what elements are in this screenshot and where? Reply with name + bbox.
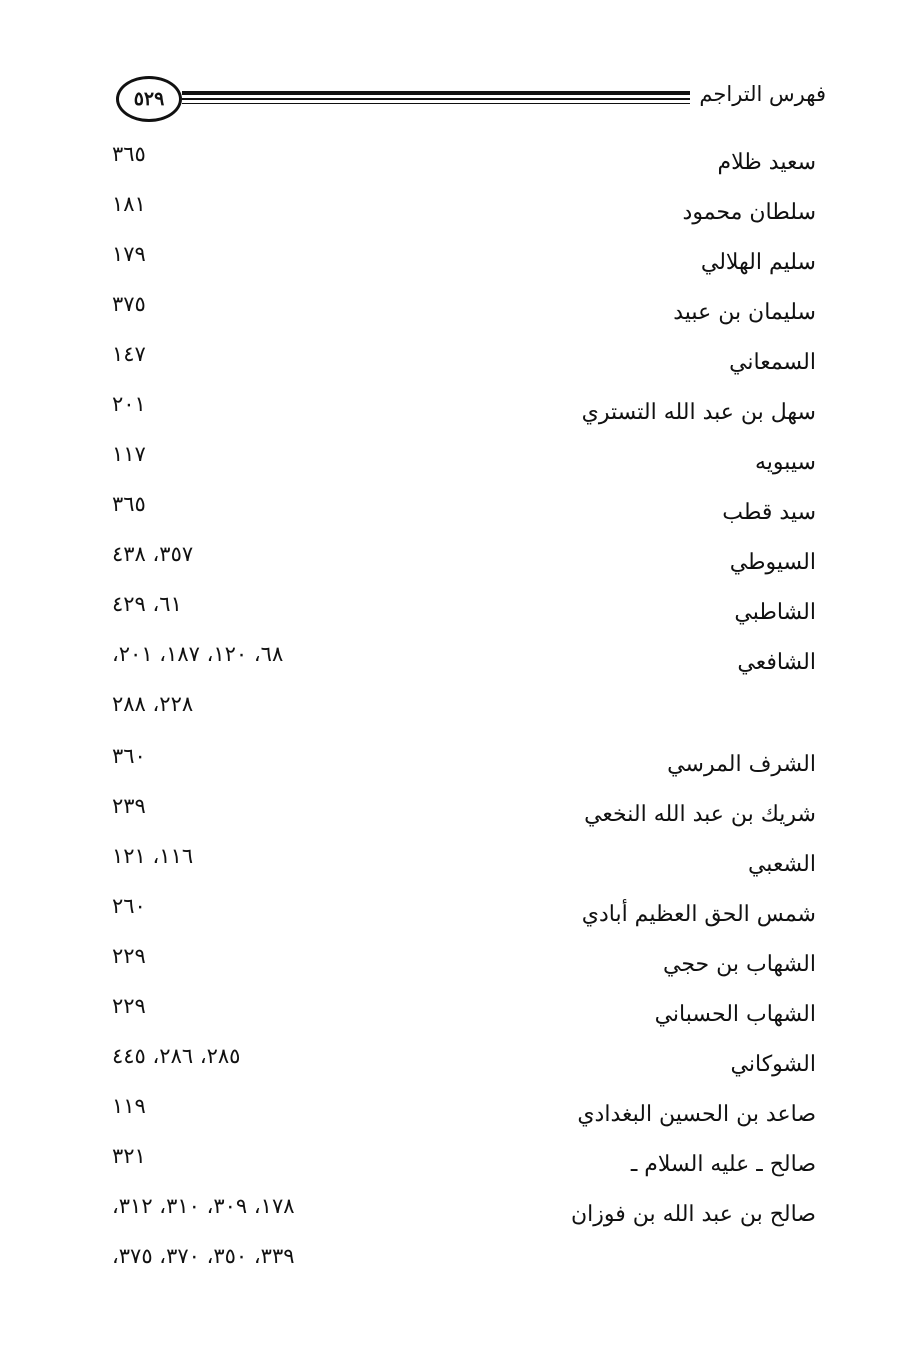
entry-name: سليم الهلالي xyxy=(700,250,816,275)
entry-name: سعيد ظلام xyxy=(717,150,816,175)
entry-name: الشهاب الحسباني xyxy=(654,1002,816,1027)
entry-pages: ٦١، ٤٢٩ xyxy=(112,592,182,616)
entry-name: سهل بن عبد الله التستري xyxy=(581,400,816,425)
index-entry xyxy=(0,894,923,942)
entry-pages: ٢٢٨، ٢٨٨ xyxy=(112,692,194,716)
entry-name: الشافعي xyxy=(737,650,816,675)
entry-pages: ٢٦٠ xyxy=(112,894,146,918)
index-entry xyxy=(0,794,923,842)
entry-name: الشهاب بن حجي xyxy=(663,952,816,977)
entry-pages: ٢٢٩ xyxy=(112,944,146,968)
entry-pages: ٢٢٩ xyxy=(112,994,146,1018)
entry-pages: ٣٢١ xyxy=(112,1144,146,1168)
entry-name: الشرف المرسي xyxy=(667,752,816,777)
entry-name: السمعاني xyxy=(729,350,816,375)
index-entry xyxy=(0,1044,923,1092)
entry-name: الشاطبي xyxy=(734,600,816,625)
entry-pages: ٢٨٥، ٢٨٦، ٤٤٥ xyxy=(112,1044,241,1068)
entry-pages: ١٧٨، ٣٠٩، ٣١٠، ٣١٢، xyxy=(112,1194,295,1218)
entry-pages: ١٤٧ xyxy=(112,342,146,366)
index-title: فهرس التراجم xyxy=(699,82,826,106)
entry-pages: ٣٦٥ xyxy=(112,142,146,166)
index-entry xyxy=(0,392,923,440)
entry-name: سليمان بن عبيد xyxy=(673,300,816,325)
entry-pages: ١١٦، ١٢١ xyxy=(112,844,194,868)
index-entry xyxy=(0,1094,923,1142)
index-entry xyxy=(0,492,923,540)
index-entry xyxy=(0,442,923,490)
entry-pages: ١٨١ xyxy=(112,192,146,216)
entry-name: صاعد بن الحسين البغدادي xyxy=(577,1102,816,1127)
entry-pages: ٣٥٧، ٤٣٨ xyxy=(112,542,194,566)
index-entry xyxy=(0,242,923,290)
entry-pages: ٣٣٩، ٣٥٠، ٣٧٠، ٣٧٥، xyxy=(112,1244,295,1268)
entry-name: شريك بن عبد الله النخعي xyxy=(584,802,816,827)
entry-name: الشوكاني xyxy=(730,1052,816,1077)
entry-pages: ١١٩ xyxy=(112,1094,146,1118)
entry-name: سلطان محمود xyxy=(682,200,816,225)
index-entry xyxy=(0,994,923,1042)
index-entry xyxy=(0,1144,923,1192)
entry-name: سيد قطب xyxy=(722,500,816,525)
entry-name: سيبويه xyxy=(755,450,816,475)
entry-name: الشعبي xyxy=(747,852,816,877)
index-entry xyxy=(0,744,923,792)
index-entry xyxy=(0,692,923,740)
entry-pages: ٣٦٥ xyxy=(112,492,146,516)
index-entry xyxy=(0,542,923,590)
entry-pages: ٣٧٥ xyxy=(112,292,146,316)
page-number: ٥٢٩ xyxy=(116,76,182,122)
entry-name: السيوطي xyxy=(729,550,816,575)
entry-name: صالح ـ عليه السلام ـ xyxy=(630,1152,816,1177)
index-entry xyxy=(0,1194,923,1242)
index-entry xyxy=(0,592,923,640)
entry-pages: ١١٧ xyxy=(112,442,146,466)
entry-name: شمس الحق العظيم أبادي xyxy=(581,902,816,927)
entry-pages: ٦٨، ١٢٠، ١٨٧، ٢٠١، xyxy=(112,642,284,666)
entry-name: صالح بن عبد الله بن فوزان xyxy=(571,1202,816,1227)
entry-pages: ٢٠١ xyxy=(112,392,146,416)
entry-pages: ٣٦٠ xyxy=(112,744,146,768)
entry-pages: ٢٣٩ xyxy=(112,794,146,818)
entry-pages: ١٧٩ xyxy=(112,242,146,266)
index-entry xyxy=(0,192,923,240)
index-entry xyxy=(0,944,923,992)
index-entry xyxy=(0,292,923,340)
index-entry xyxy=(0,342,923,390)
index-entry xyxy=(0,844,923,892)
index-entry xyxy=(0,642,923,690)
index-entry xyxy=(0,1244,923,1292)
index-entry xyxy=(0,142,923,190)
